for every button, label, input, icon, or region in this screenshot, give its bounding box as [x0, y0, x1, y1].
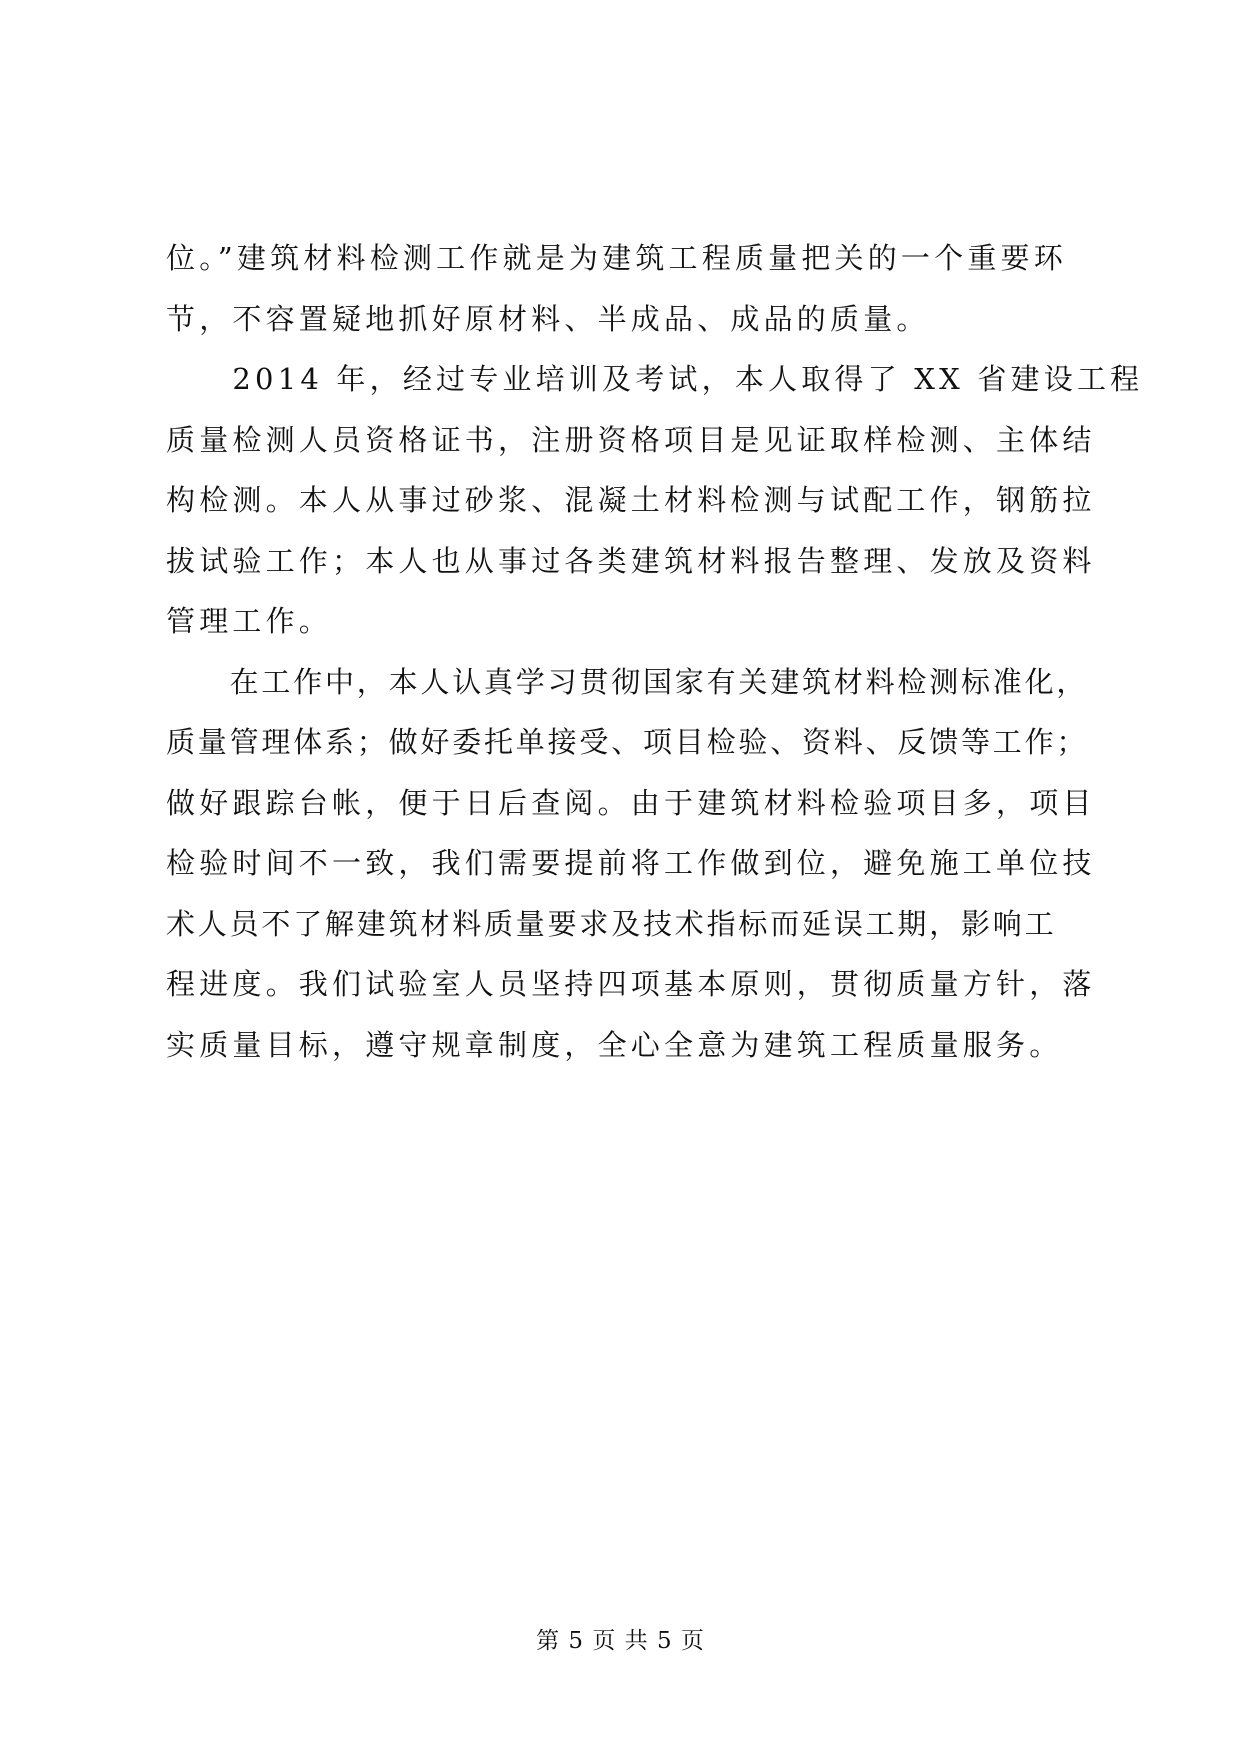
text-line: 构检测。本人从事过砂浆、混凝土材料检测与试配工作，钢筋拉: [166, 483, 1096, 517]
page-number-footer: 第 5 页 共 5 页: [536, 1628, 705, 1654]
text-line: 节，不容置疑地抓好原材料、半成品、成品的质量。: [166, 301, 930, 336]
body-text: [166, 228, 1144, 1075]
text-line: 检验时间不一致，我们需要提前将工作做到位，避免施工单位技: [166, 846, 1096, 880]
text-line: 在工作中，本人认真学习贯彻国家有关建筑材料检测标准化，: [166, 664, 1089, 699]
text-line: 位。”建筑材料检测工作就是为建筑工程质量把关的一个重要环: [166, 241, 1067, 275]
text-line: 质量检测人员资格证书，注册资格项目是见证取样检测、主体结: [166, 422, 1096, 457]
paragraph-2: [166, 349, 1144, 652]
text-line: 质量管理体系；做好委托单接受、项目检验、资料、反馈等工作；: [166, 725, 1089, 759]
text-line: 术人员不了解建筑材料质量要求及技术指标而延误工期，影响工: [166, 906, 1057, 941]
text-line: 做好跟踪台帐，便于日后查阅。由于建筑材料检验项目多，项目: [166, 785, 1096, 820]
paragraph-3: [166, 652, 1096, 1076]
text-line: 管理工作。: [166, 604, 333, 638]
text-line: 实质量目标，遵守规章制度，全心全意为建筑工程质量服务。: [166, 1027, 1063, 1062]
text-line: 拔试验工作；本人也从事过各类建筑材料报告整理、发放及资料: [166, 543, 1096, 578]
paragraph-1: [166, 228, 1076, 349]
text-line: 程进度。我们试验室人员坚持四项基本原则，贯彻质量方针，落: [166, 967, 1096, 1001]
text-line: 2014 年，经过专业培训及考试，本人取得了 XX 省建设工程: [166, 362, 1144, 396]
